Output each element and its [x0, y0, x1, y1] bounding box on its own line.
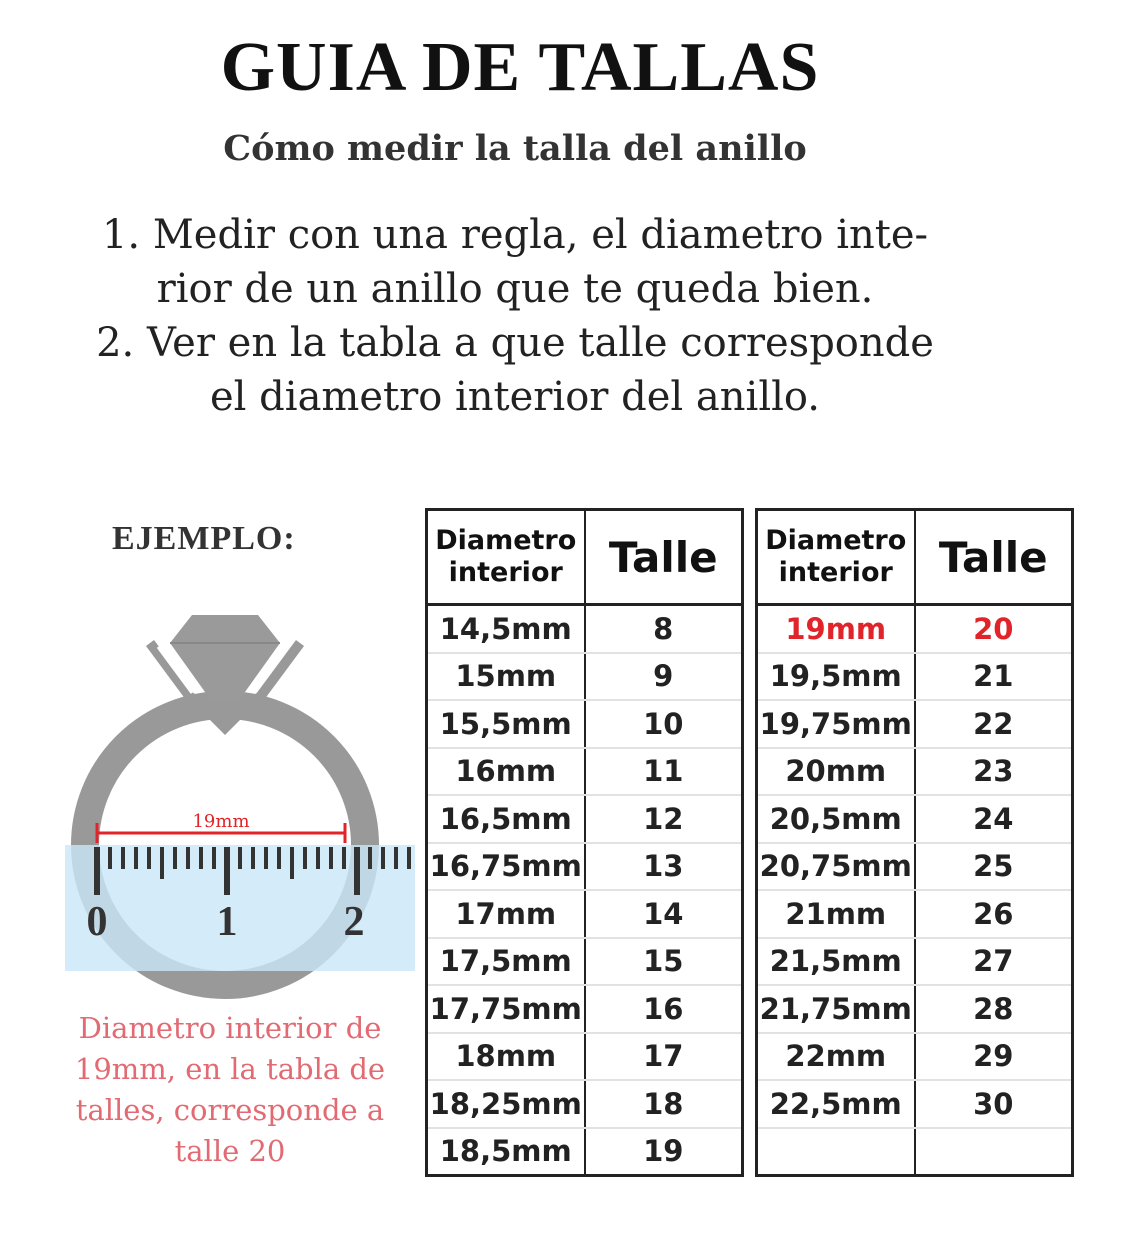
example-note [40, 1008, 420, 1172]
instruction-line: 1. Medir con una regla, el diametro inte- [101, 212, 929, 258]
cell-diametro: 14,5mm [427, 605, 585, 653]
table-row [757, 1128, 1073, 1176]
table-row [427, 1033, 743, 1081]
cell-diametro: 21,75mm [757, 985, 915, 1033]
example-label: EJEMPLO: [112, 520, 296, 557]
size-table-right [755, 508, 1074, 1177]
note-line: talles, corresponde a [75, 1093, 385, 1127]
cell-talle: 11 [585, 748, 743, 796]
table-row [427, 748, 743, 796]
table-row [757, 1033, 1073, 1081]
table-row [757, 843, 1073, 891]
cell-diametro: 20mm [757, 748, 915, 796]
instructions [30, 208, 1000, 424]
cell-diametro: 18,25mm [427, 1080, 585, 1128]
cell-diametro: 18mm [427, 1033, 585, 1081]
table-row [427, 795, 743, 843]
table-row [757, 795, 1073, 843]
table-row [757, 1080, 1073, 1128]
header-diametro: Diametro interior [757, 510, 915, 605]
cell-diametro: 22mm [757, 1033, 915, 1081]
cell-talle: 28 [915, 985, 1073, 1033]
ruler-number-1: 1 [216, 899, 238, 945]
cell-talle: 10 [585, 700, 743, 748]
cell-diametro: 16,5mm [427, 795, 585, 843]
cell-talle: 30 [915, 1080, 1073, 1128]
table-row [757, 748, 1073, 796]
note-line: 19mm, en la tabla de [74, 1052, 386, 1086]
table-row [427, 938, 743, 986]
table-row [757, 985, 1073, 1033]
cell-diametro: 15,5mm [427, 700, 585, 748]
cell-talle [915, 1128, 1073, 1176]
cell-talle: 17 [585, 1033, 743, 1081]
table-row [427, 1128, 743, 1176]
cell-diametro: 17mm [427, 890, 585, 938]
ring-illustration [40, 605, 420, 1005]
cell-diametro: 19mm [757, 605, 915, 653]
cell-talle: 8 [585, 605, 743, 653]
cell-talle: 27 [915, 938, 1073, 986]
cell-talle: 15 [585, 938, 743, 986]
cell-talle: 23 [915, 748, 1073, 796]
cell-diametro [757, 1128, 915, 1176]
header-diametro: Diametro interior [427, 510, 585, 605]
header-talle: Talle [915, 510, 1073, 605]
ruler-number-2: 2 [343, 899, 365, 945]
cell-talle: 16 [585, 985, 743, 1033]
instruction-line: el diametro interior del anillo. [209, 374, 821, 420]
cell-diametro: 16mm [427, 748, 585, 796]
cell-talle: 13 [585, 843, 743, 891]
cell-diametro: 18,5mm [427, 1128, 585, 1176]
table-row [427, 985, 743, 1033]
table-row [757, 605, 1073, 653]
cell-talle: 18 [585, 1080, 743, 1128]
instruction-line: rior de un anillo que te queda bien. [156, 266, 874, 312]
cell-talle: 26 [915, 890, 1073, 938]
cell-diametro: 21,5mm [757, 938, 915, 986]
cell-talle: 25 [915, 843, 1073, 891]
cell-talle: 20 [915, 605, 1073, 653]
cell-talle: 14 [585, 890, 743, 938]
cell-diametro: 19,75mm [757, 700, 915, 748]
table-row [757, 938, 1073, 986]
cell-diametro: 17,5mm [427, 938, 585, 986]
instruction-line: 2. Ver en la tabla a que talle corresponde [96, 320, 934, 366]
cell-talle: 21 [915, 653, 1073, 701]
cell-diametro: 15mm [427, 653, 585, 701]
cell-diametro: 17,75mm [427, 985, 585, 1033]
table-row [757, 700, 1073, 748]
table-row [427, 843, 743, 891]
page-title: GUIA DE TALLAS [220, 29, 820, 106]
cell-talle: 29 [915, 1033, 1073, 1081]
table-row [427, 605, 743, 653]
table-row [757, 890, 1073, 938]
ruler-number-0: 0 [86, 899, 108, 945]
measure-label: 19mm [192, 811, 250, 832]
table-row [427, 1080, 743, 1128]
cell-talle: 24 [915, 795, 1073, 843]
table-header-row [427, 510, 743, 605]
cell-diametro: 16,75mm [427, 843, 585, 891]
cell-diametro: 21mm [757, 890, 915, 938]
table-header-row [757, 510, 1073, 605]
size-table-left [425, 508, 744, 1177]
cell-diametro: 22,5mm [757, 1080, 915, 1128]
cell-diametro: 20,75mm [757, 843, 915, 891]
cell-diametro: 20,5mm [757, 795, 915, 843]
note-line: talle 20 [174, 1134, 286, 1168]
cell-talle: 22 [915, 700, 1073, 748]
note-line: Diametro interior de [78, 1011, 382, 1045]
header-talle: Talle [585, 510, 743, 605]
table-row [427, 890, 743, 938]
cell-talle: 19 [585, 1128, 743, 1176]
table-row [757, 653, 1073, 701]
page-subtitle: Cómo medir la talla del anillo [223, 128, 807, 169]
cell-talle: 9 [585, 653, 743, 701]
cell-diametro: 19,5mm [757, 653, 915, 701]
cell-talle: 12 [585, 795, 743, 843]
table-row [427, 700, 743, 748]
table-row [427, 653, 743, 701]
